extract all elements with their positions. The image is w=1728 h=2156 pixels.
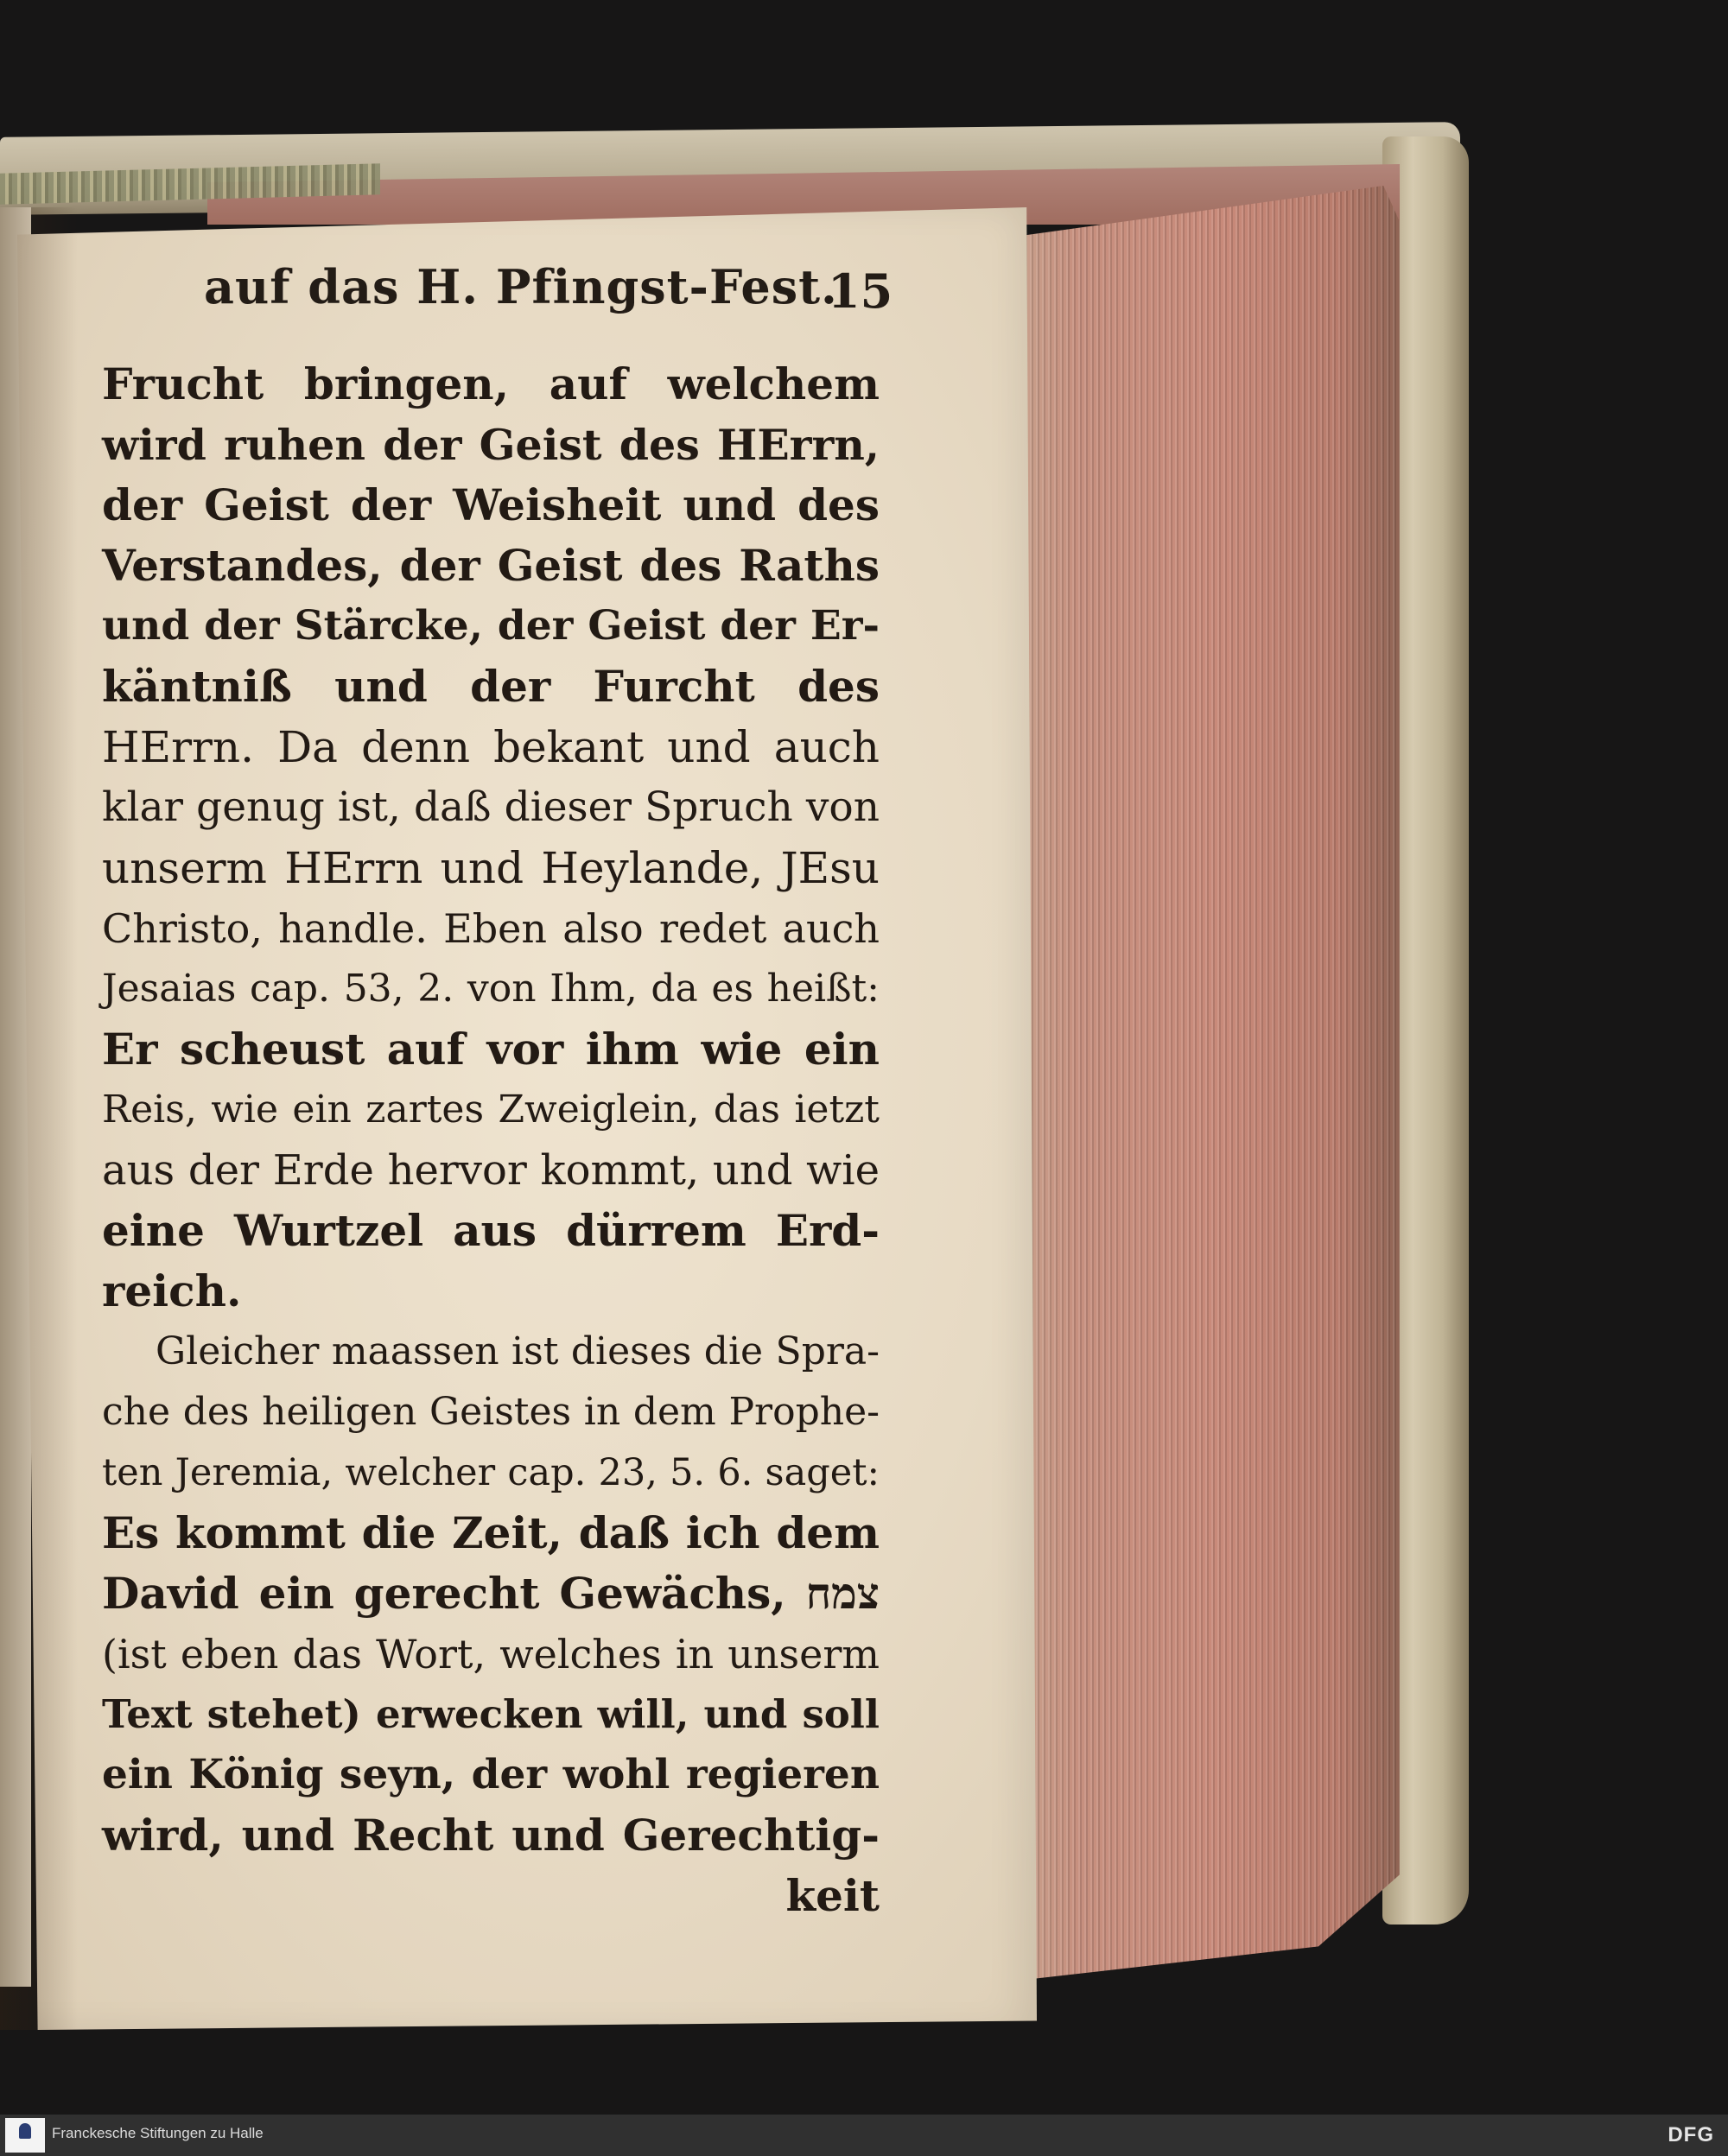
institution-logo-icon [5,2118,45,2153]
text-line: Verstandes, der Geist des Raths [102,540,880,591]
text-line: Christo, handle. Eben also redet auch [102,905,880,952]
gutter-shadow [0,207,78,2030]
text-line: HErrn. Da denn bekant und auch [102,722,880,772]
page-number: 15 [828,263,893,319]
text-line: (ist eben das Wort, welches in unserm [102,1631,880,1677]
text-line: wird ruhen der Geist des HErrn, [102,420,880,470]
institution-name: Franckesche Stiftungen zu Halle [52,2125,264,2141]
text-line: Text stehet) erwecken will, und soll [102,1691,880,1737]
catchword: keit [785,1870,880,1921]
text-line: Es kommt die Zeit, daß ich dem [102,1507,880,1558]
figure-icon [19,2123,31,2139]
text-line: che des heiligen Geistes in dem Prophe- [102,1390,880,1434]
text-line: wird, und Recht und Gerechtig- [102,1810,880,1861]
text-line: klar genug ist, daß dieser Spruch von [102,783,880,831]
text-line: unserm HErrn und Heylande, JEsu [102,843,880,893]
text-line: ten Jeremia, welcher cap. 23, 5. 6. saget: [102,1451,880,1494]
text-line: ein König seyn, der wohl regieren [102,1751,880,1798]
text-line: aus der Erde hervor kommt, und wie [102,1146,880,1195]
dfg-logo: DFG [1668,2123,1714,2146]
page-fore-edge [994,186,1400,1982]
text-line: und der Stärcke, der Geist der Er- [102,602,880,650]
text-line: Reis, wie ein zartes Zweiglein, das ietzt [102,1088,880,1132]
body-text [102,354,880,1926]
text-line: Frucht bringen, auf welchem [102,358,880,409]
viewer-footer [0,2115,1728,2156]
text-line: reich. [102,1265,242,1316]
text-line: Jesaias cap. 53, 2. von Ihm, da es heißt: [102,967,880,1011]
running-head: auf das H. Pfingst-Fest. [204,259,838,314]
text-line: der Geist der Weisheit und des [102,479,880,530]
text-line: käntniß und der Furcht des [102,661,880,712]
text-line: David ein gerecht Gewächs, צמח [102,1568,880,1619]
text-line: eine Wurtzel aus dürrem Erd- [102,1205,880,1256]
text-line: Er scheust auf vor ihm wie ein [102,1024,880,1075]
text-line: Gleicher maassen ist dieses die Spra- [156,1329,880,1373]
